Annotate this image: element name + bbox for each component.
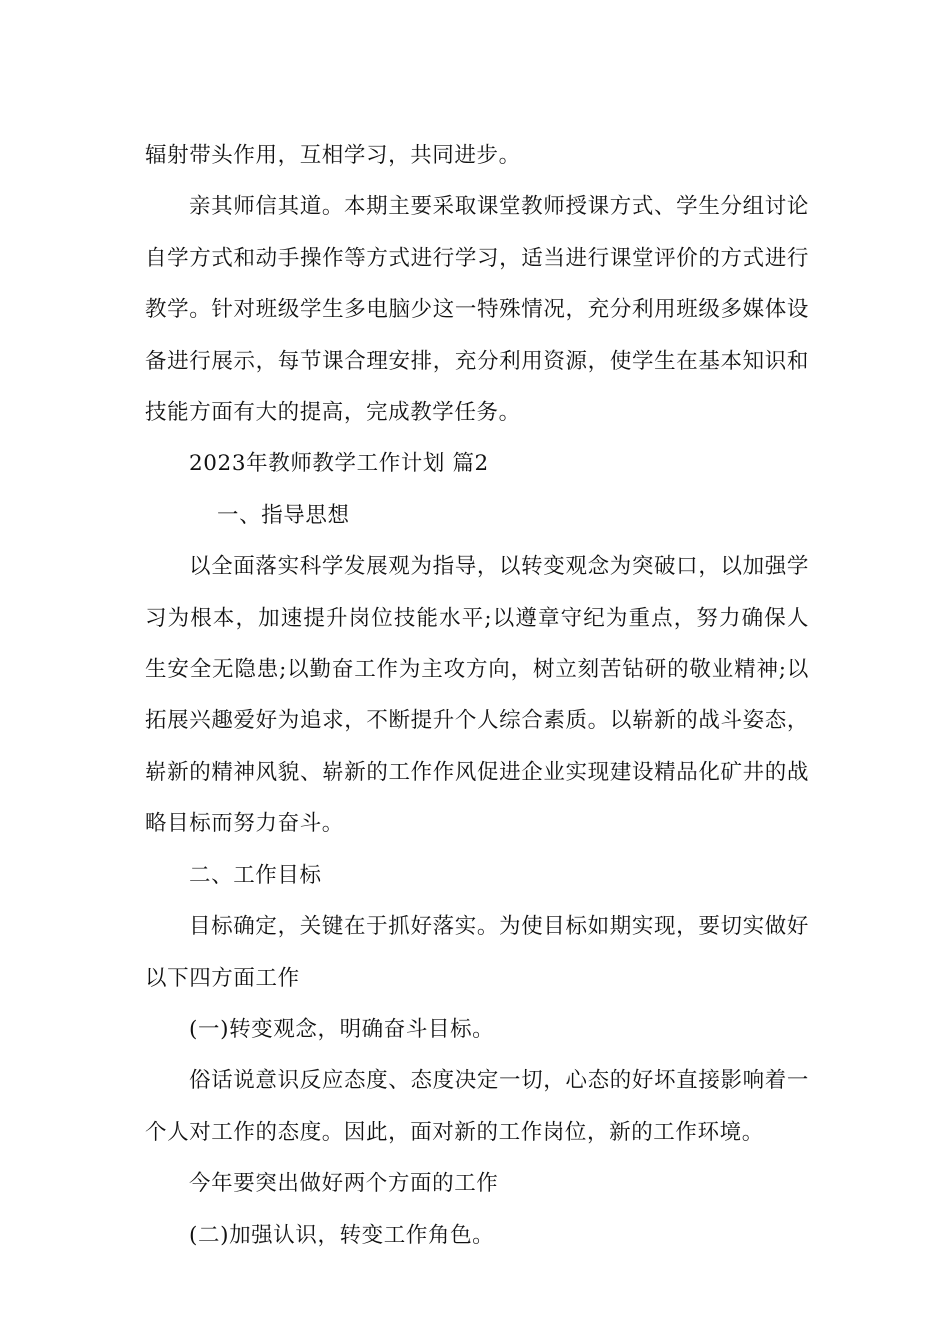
document-body [145,130,809,1261]
paragraph-7: 目标确定，关键在于抓好落实。为使目标如期实现，要切实做好以下四方面工作 [145,914,809,991]
subheading-1: (一)转变观念，明确奋斗目标。 [189,1016,495,1042]
paragraph-5: 以全面落实科学发展观为指导，以转变观念为突破口，以加强学习为根本，加速提升岗位技能水平;以遵章守纪为重点，努力确保人生安全无隐患;以勤奋工作为主攻方向，树立刻苦钻研的敬业精神;以拓展兴趣爱好为追求，不断提升个人综合素质。以崭新的战斗姿态，崭新的精神风貌、崭新的工作作风促进企业实现建设精品化矿井的战略目标而努力奋斗。 [145,554,809,837]
subheading-2: (二)加强认识，转变工作角色。 [189,1222,495,1248]
paragraph-2: 亲其师信其道。本期主要采取课堂教师授课方式、学生分组讨论自学方式和动手操作等方式进行学习，适当进行课堂评价的方式进行教学。针对班级学生多电脑少这一特殊情况，充分利用班级多媒体设备进行展示，每节课合理安排，充分利用资源，使学生在基本知识和技能方面有大的提高，完成教学任务。 [145,194,809,426]
heading-work-goals: 二、工作目标 [189,862,322,888]
heading-guiding-ideology: 一、指导思想 [217,502,350,528]
paragraph-1: 辐射带头作用，互相学习，共同进步。 [145,143,521,168]
paragraph-9: 俗话说意识反应态度、态度决定一切，心态的好坏直接影响着一个人对工作的态度。因此，面对新的工作岗位，新的工作环境。 [145,1068,809,1145]
paragraph-10: 今年要突出做好两个方面的工作 [189,1171,499,1197]
section-title: 2023年教师教学工作计划 篇2 [189,451,489,477]
